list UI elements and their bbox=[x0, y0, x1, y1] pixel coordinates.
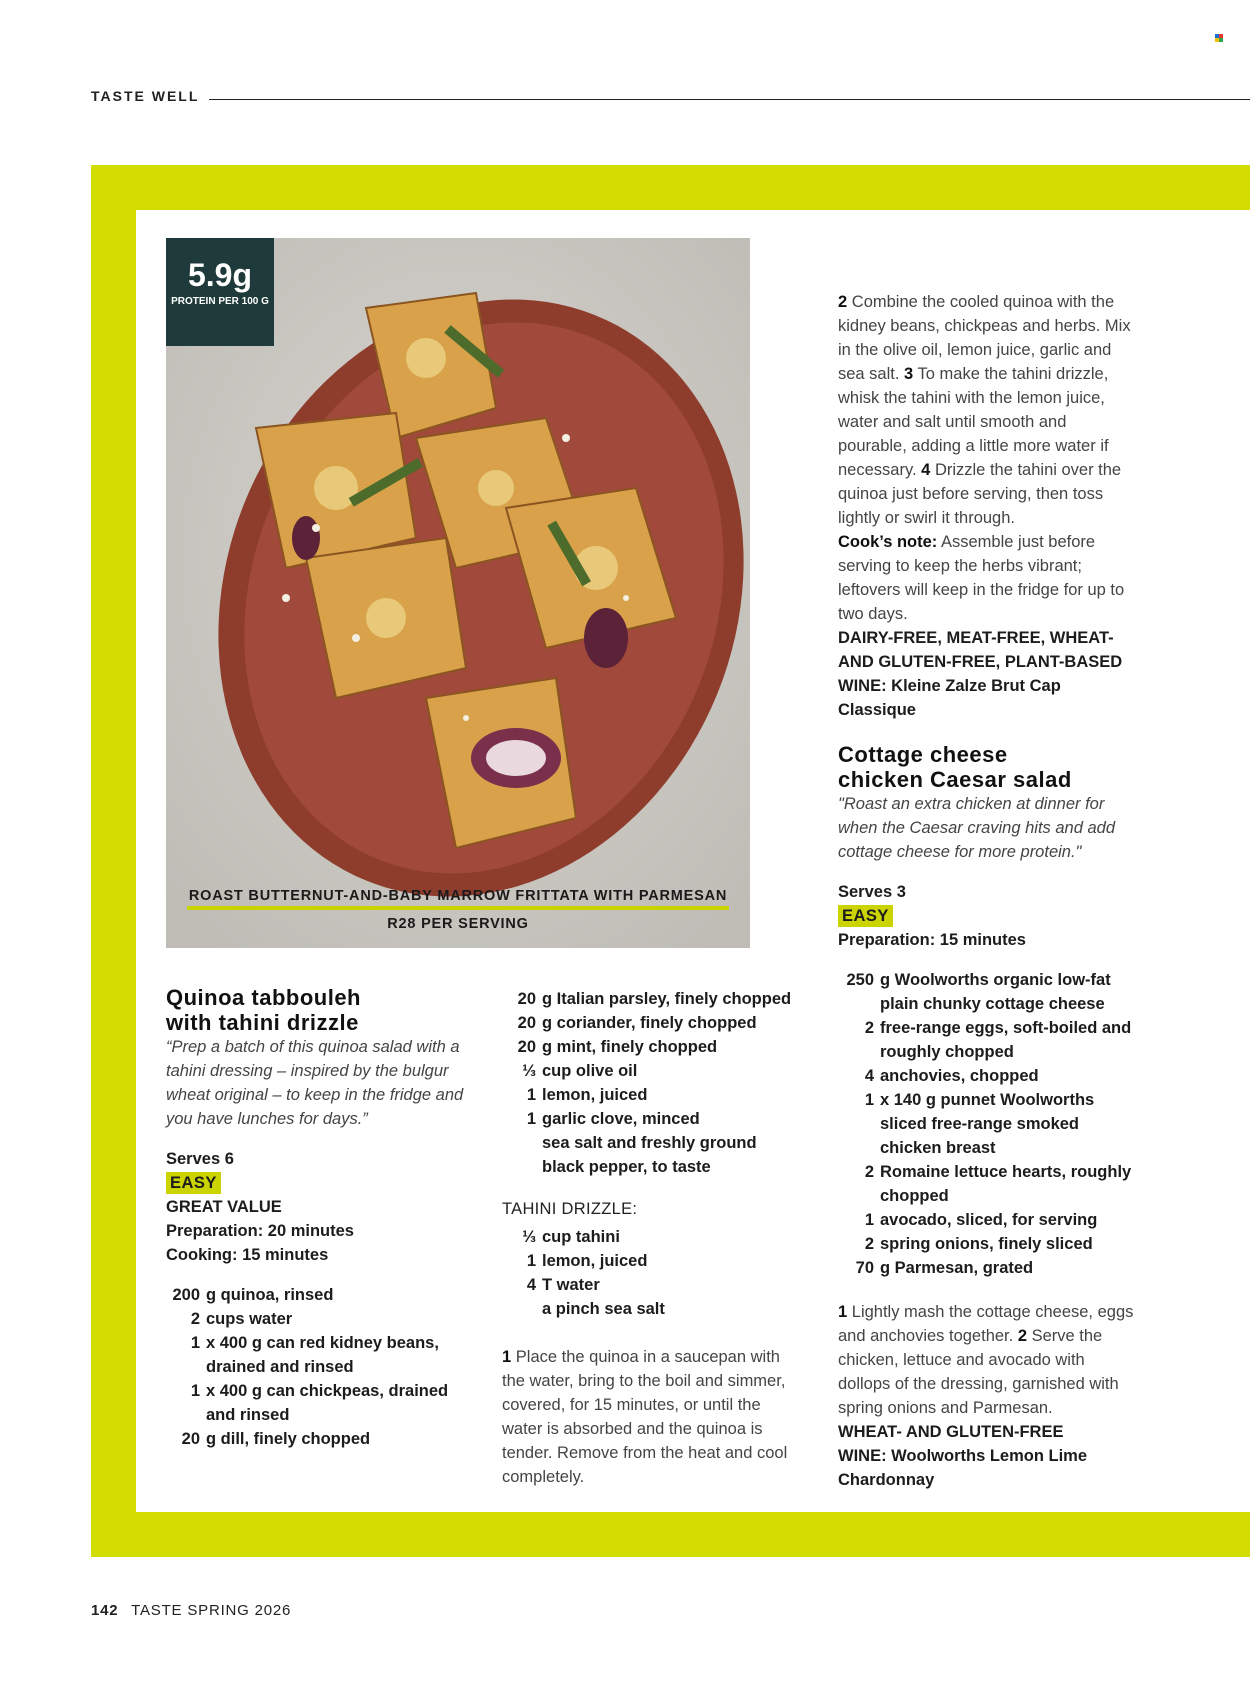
list-item: 1 x 400 g can chickpeas, drained and rinsed bbox=[190, 1382, 449, 1424]
ingredient-list bbox=[502, 987, 802, 1179]
protein-value: 5.9g bbox=[187, 257, 253, 293]
quinoa-wine: WINE: Kleine Zalze Brut Cap Classique bbox=[838, 677, 1061, 719]
list-item: ⅓ cup tahini bbox=[522, 1228, 620, 1246]
quinoa-diet: DAIRY-FREE, MEAT-FREE, WHEAT- AND GLUTEN-FREE, PLANT-BASED bbox=[838, 629, 1123, 671]
caesar-wine: WINE: Woolworths Lemon Lime Chardonnay bbox=[838, 1447, 1088, 1489]
quinoa-column-2 bbox=[502, 987, 802, 1489]
difficulty-badge: EASY bbox=[838, 905, 893, 927]
quinoa-column-1 bbox=[166, 985, 466, 1451]
quinoa-prep: Preparation: 20 minutes bbox=[166, 1222, 354, 1240]
caption-price: R28 PER SERVING bbox=[387, 916, 529, 932]
drizzle-list bbox=[502, 1225, 802, 1321]
value-label: GREAT VALUE bbox=[166, 1198, 282, 1216]
caesar-title: Cottage cheese chicken Caesar salad bbox=[838, 742, 1072, 792]
page-footer bbox=[91, 1602, 291, 1619]
list-item: 2 Romaine lettuce hearts, roughly chopped bbox=[864, 1163, 1132, 1205]
list-item: 1 x 140 g punnet Woolworths sliced free-range smoked chicken breast bbox=[864, 1091, 1095, 1157]
section-header bbox=[91, 88, 1250, 108]
list-item: 1 lemon, juiced bbox=[526, 1086, 648, 1104]
list-item: 20 g Italian parsley, finely chopped bbox=[517, 990, 792, 1008]
cooks-note: Cook’s note: Assemble just before serving to keep the herbs vibrant; leftovers will keep in the fridge for up to two days. bbox=[838, 533, 1125, 623]
quinoa-serves: Serves 6 bbox=[166, 1150, 234, 1168]
list-item: 20 g dill, finely chopped bbox=[181, 1430, 371, 1448]
list-item: 1 garlic clove, minced bbox=[526, 1110, 700, 1128]
list-item: 2 spring onions, finely sliced bbox=[864, 1235, 1093, 1253]
caesar-intro: "Roast an extra chicken at dinner for when the Caesar craving hits and add cottage cheese for more protein." bbox=[838, 795, 1116, 861]
quinoa-method-part1: 1 Place the quinoa in a saucepan with the water, bring to the boil and simmer, covered, for 15 minutes, or until the water is absorbed and the quinoa is tender. Remove from the heat and cool completely. bbox=[502, 1348, 788, 1486]
caption-title: ROAST BUTTERNUT-AND-BABY MARROW FRITTATA WITH PARMESAN bbox=[187, 888, 729, 910]
page-number: 142 bbox=[91, 1602, 119, 1619]
publication-name: TASTE SPRING 2026 bbox=[131, 1602, 292, 1619]
caesar-serves: Serves 3 bbox=[838, 883, 906, 901]
protein-label: PROTEIN PER 100 G bbox=[171, 296, 269, 307]
list-item: 1 avocado, sliced, for serving bbox=[864, 1211, 1098, 1229]
list-item: 20 g coriander, finely chopped bbox=[517, 1014, 757, 1032]
section-label: TASTE WELL bbox=[91, 88, 200, 104]
list-item: 4 T water bbox=[526, 1276, 600, 1294]
ingredient-list bbox=[838, 968, 1138, 1280]
list-item: 250 g Woolworths organic low-fat plain chunky cottage cheese bbox=[846, 971, 1111, 1013]
drizzle-heading: TAHINI DRIZZLE: bbox=[502, 1200, 638, 1218]
list-item: 1 x 400 g can red kidney beans, drained and rinsed bbox=[190, 1334, 439, 1376]
protein-badge bbox=[166, 238, 274, 346]
list-item: 20 g mint, finely chopped bbox=[517, 1038, 718, 1056]
list-item: sea salt and freshly ground black pepper, to taste bbox=[542, 1134, 757, 1176]
quinoa-cooking: Cooking: 15 minutes bbox=[166, 1246, 329, 1264]
caesar-prep: Preparation: 15 minutes bbox=[838, 931, 1026, 949]
list-item: 2 cups water bbox=[190, 1310, 293, 1328]
list-item: 2 free-range eggs, soft-boiled and roughly chopped bbox=[864, 1019, 1132, 1061]
list-item: ⅓ cup olive oil bbox=[522, 1062, 638, 1080]
difficulty-badge: EASY bbox=[166, 1172, 221, 1194]
list-item: 4 anchovies, chopped bbox=[864, 1067, 1039, 1085]
list-item: 200 g quinoa, rinsed bbox=[172, 1286, 334, 1304]
ingredient-list bbox=[166, 1283, 466, 1451]
caesar-method: 1 Lightly mash the cottage cheese, eggs and anchovies together. 2 Serve the chicken, lettuce and avocado with dollops of the dressing, garnished with spring onions and Parmesan. bbox=[838, 1303, 1134, 1417]
list-item: 70 g Parmesan, grated bbox=[855, 1259, 1034, 1277]
header-rule bbox=[209, 99, 1250, 100]
registration-mark-icon bbox=[1215, 34, 1223, 42]
quinoa-method-part2: 2 Combine the cooled quinoa with the kidney beans, chickpeas and herbs. Mix in the olive oil, lemon juice, garlic and sea salt. 3 To make the tahini drizzle, whisk the tahini with the lemon juice, water and salt until smooth and pourable, adding a little more water if necessary. 4 Drizzle the tahini over the quinoa just before serving, then toss lightly or swirl it through. bbox=[838, 293, 1131, 527]
photo-caption bbox=[166, 888, 750, 932]
quinoa-intro: “Prep a batch of this quinoa salad with a tahini dressing – inspired by the bulgur wheat original – to keep in the fridge and you have lunches for days.” bbox=[166, 1038, 464, 1128]
quinoa-title: Quinoa tabbouleh with tahini drizzle bbox=[166, 985, 361, 1035]
quinoa-column-3 bbox=[838, 290, 1138, 1492]
frittata-photo bbox=[166, 238, 750, 948]
list-item: 1 lemon, juiced bbox=[526, 1252, 648, 1270]
caesar-diet: WHEAT- AND GLUTEN-FREE bbox=[838, 1423, 1064, 1441]
list-item: a pinch sea salt bbox=[542, 1300, 665, 1318]
